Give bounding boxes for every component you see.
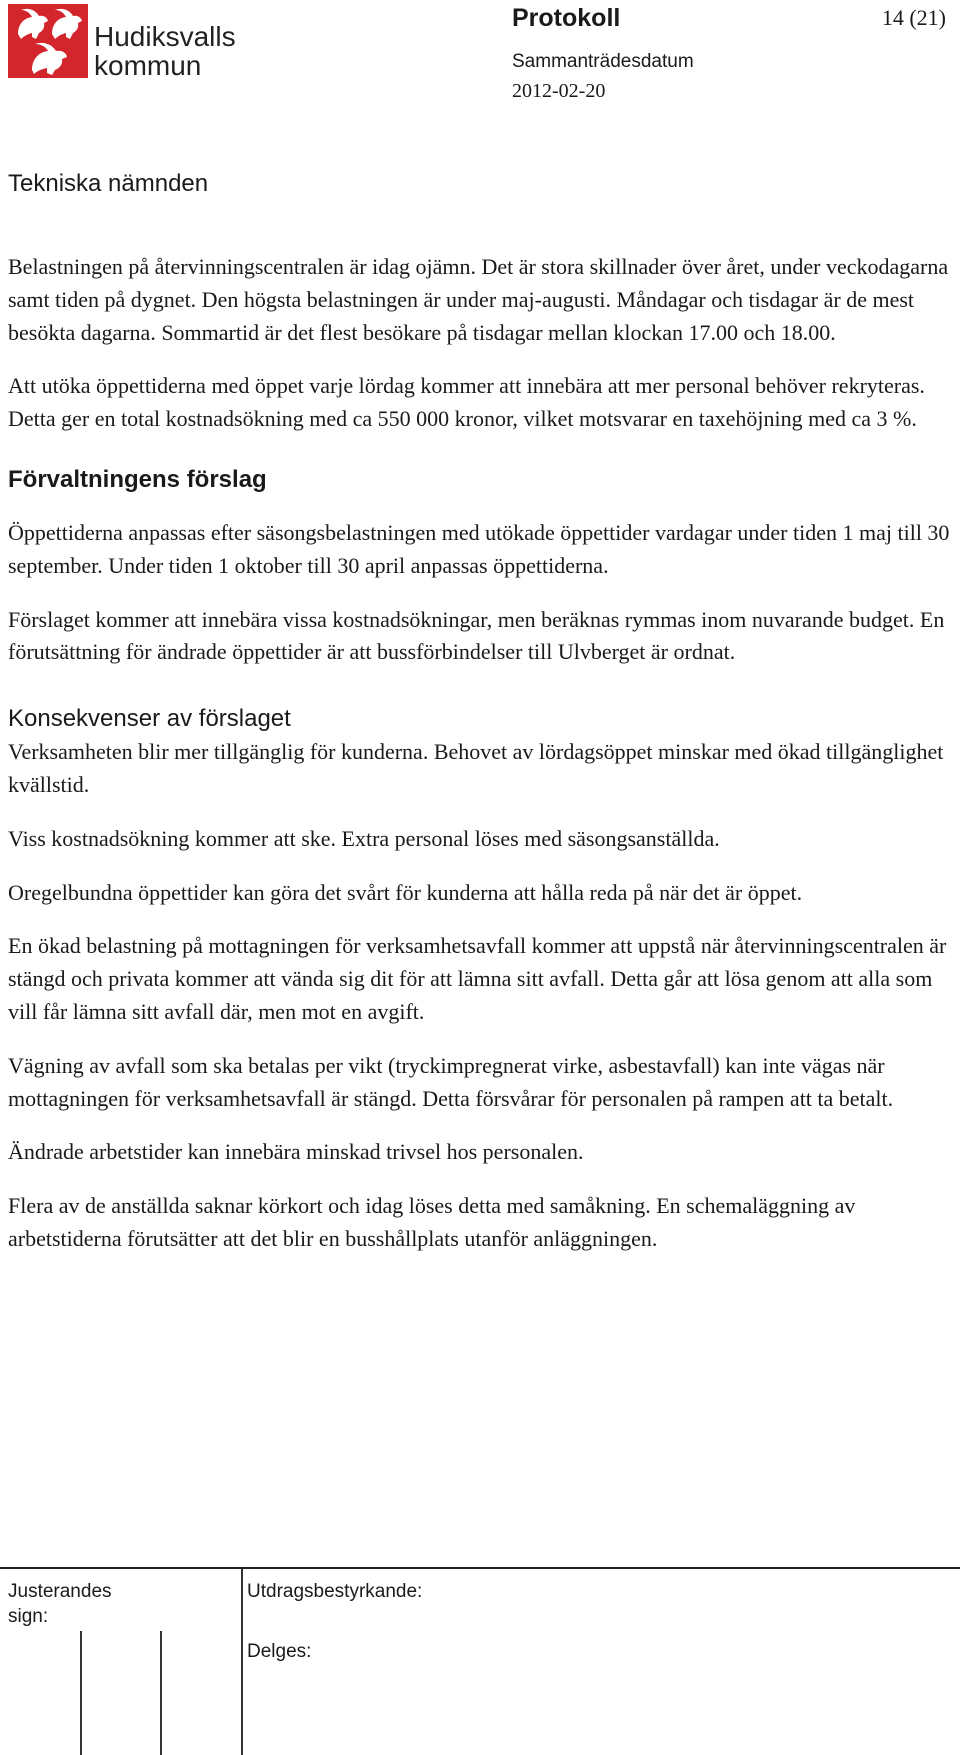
paragraph-working-hours: Ändrade arbetstider kan innebära minskad trivsel hos personalen. [8,1139,584,1165]
distribution-label: Delges: [247,1641,312,1662]
paragraph-opening-hours: Öppettiderna anpassas efter säsongsbelastningen med utökade öppettider vardagar under tiden 1 maj till 30 september. Under tiden 1 oktober till 30 april anpassas öppettiderna. [8,519,950,578]
logo-wordmark [94,22,236,80]
paragraph-transport: Flera av de anställda saknar körkort och idag löses detta med samåkning. En schemaläggning av arbetstiderna förutsätter att det blir en busshållplats utanför anläggningen. [8,1193,856,1251]
footer-divider [0,1567,960,1569]
municipality-logo [8,4,253,81]
committee-name: Tekniska nämnden [8,170,209,197]
logo-line-2: kommun [94,50,202,81]
paragraph-accessibility: Verksamheten blir mer tillgänglig för kunderna. Behovet av lördagsöppet minskar med ökad tillgänglighet kvällstid. [8,739,944,797]
paragraph-cost-increase: Att utöka öppettiderna med öppet varje lördag kommer att innebära att mer personal behöver rekryteras. Detta ger en total kostnadsökning med ca 550 000 kronor, vilket motsvarar en taxehöjning med ca 3 %. [8,373,925,432]
paragraph-load-description: Belastningen på återvinningscentralen är idag ojämn. Det är stora skillnader över året, under veckodagarna samt tiden på dygnet. Den högsta belastningen är under maj-augusti. Måndagar och tisdagar är de mest besökta dagarna. Sommartid är det flest besökare på tisdagar mellan klockan 17.00 och 18.00. [8,254,949,345]
signature-footer [0,1567,960,1755]
footer-column-divider [241,1569,243,1755]
paragraph-weighing: Vägning av avfall som ska betalas per vikt (tryckimpregnerat virke, asbestavfall) kan inte vägas när mottagningen för verksamhetsavfall är stängd. Detta försvårar för personalen på rampen att ta betalt. [8,1052,894,1111]
heading-administration-proposal: Förvaltningens förslag [8,465,267,493]
paragraph-irregular-hours: Oregelbundna öppettider kan göra det svårt för kunderna att hålla reda på när det är öppet. [8,879,803,905]
paragraph-budget: Förslaget kommer att innebära vissa kostnadsökningar, men beräknas rymmas inom nuvarande budget. En förutsättning för ändrade öppettider är att bussförbindelser till Ulvberget är ordnat. [8,606,945,665]
logo-line-1: Hudiksvalls [94,21,236,52]
paragraph-staffing-cost: Viss kostnadsökning kommer att ske. Extra personal löses med säsongsanställda. [8,825,720,851]
extract-certification-label: Utdragsbestyrkande: [247,1581,423,1602]
meeting-date-value: 2012-02-20 [512,80,606,102]
meeting-date-label: Sammanträdesdatum [512,51,694,72]
paragraph-business-waste: En ökad belastning på mottagningen för verksamhetsavfall kommer att uppstå när återvinningscentralen är stängd och privata kommer att vända sig dit för att lämna sitt avfall. Detta går att lösa genom att alla som vill får lämna sitt avfall där, men mot en avgift. [8,933,947,1024]
signature-box-divider-2 [160,1631,162,1755]
page-number: 14 (21) [881,5,946,30]
signature-box-divider-1 [80,1631,82,1755]
document-title: Protokoll [512,4,621,32]
document-body [8,251,954,1256]
goat-logo-icon [8,4,88,78]
adjuster-signature-label: Justerandes sign: [8,1581,112,1627]
heading-consequences: Konsekvenser av förslaget [8,705,291,733]
